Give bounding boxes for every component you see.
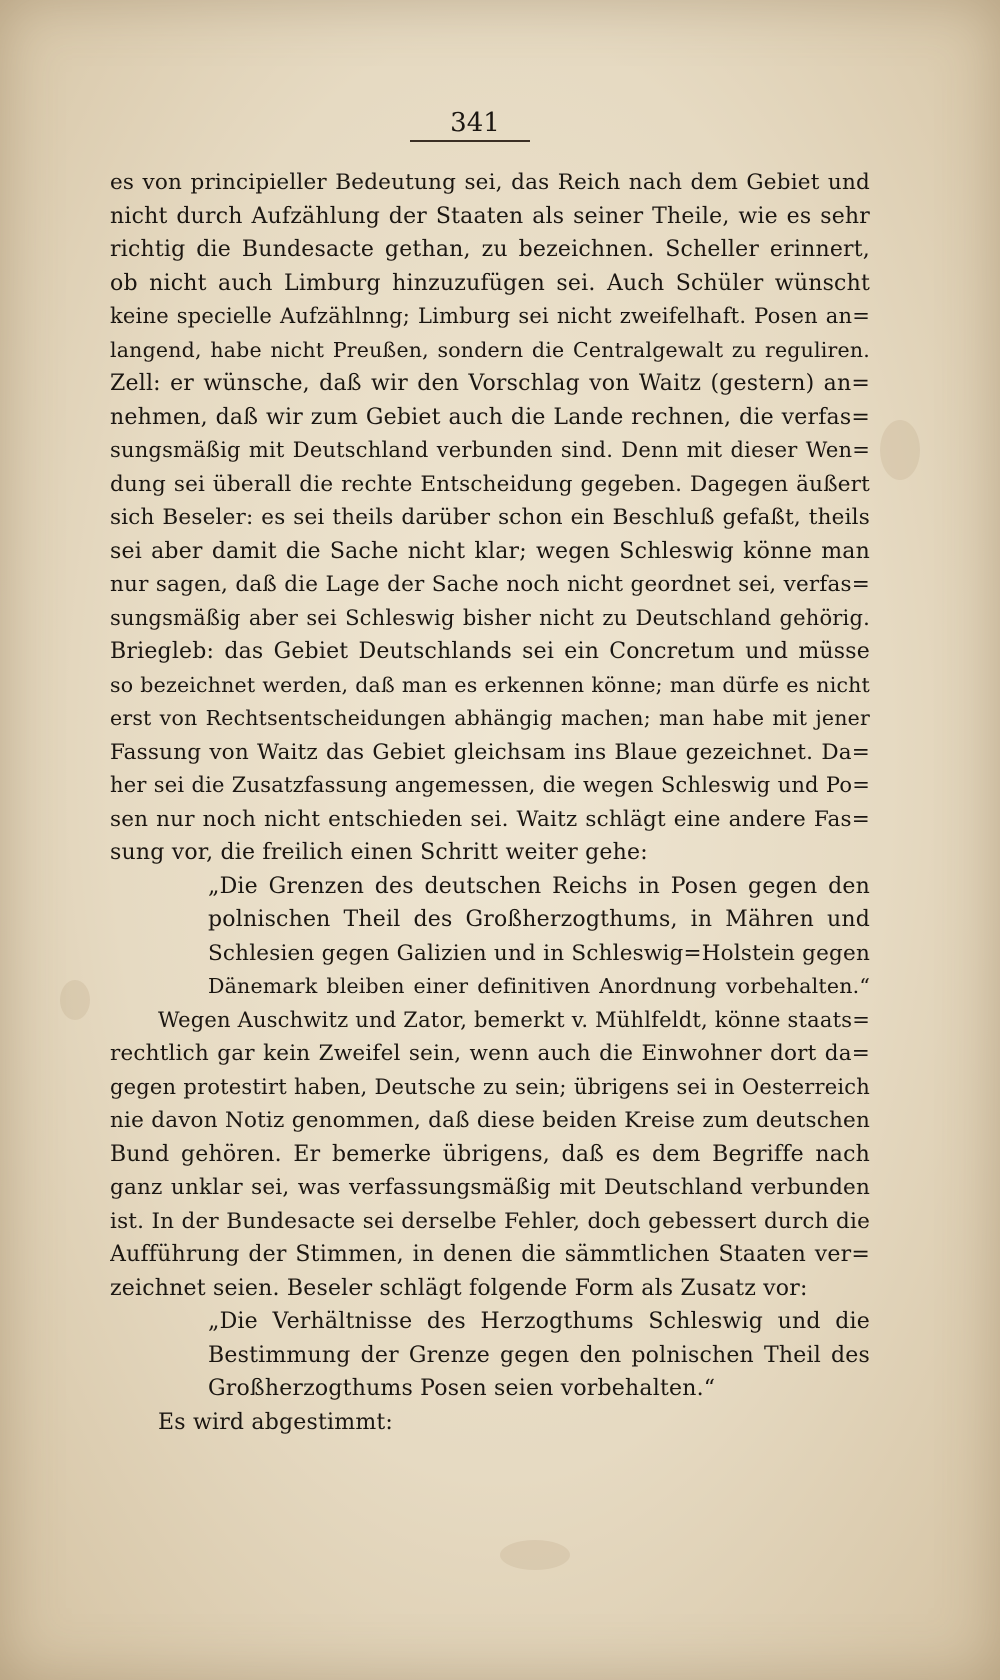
text-line: ist. In der Bundesacte sei derselbe Fehler, doch gebessert durch die <box>110 1208 870 1234</box>
text-line: zeichnet seien. Beseler schlägt folgende Form als Zusatz vor: <box>110 1275 808 1301</box>
text-line: nie davon Notiz genommen, daß diese beiden Kreise zum deutschen <box>110 1108 870 1133</box>
text-line: nehmen, daß wir zum Gebiet auch die Lande rechnen, die verfas= <box>110 404 870 430</box>
text-line: Wegen Auschwitz und Zator, bemerkt v. Mühlfeldt, könne staats= <box>158 1007 870 1032</box>
block-quote-2 <box>110 1305 870 1406</box>
text-line: sungsmäßig aber sei Schleswig bisher nicht zu Deutschland gehörig. <box>110 605 870 630</box>
paper-stain <box>880 420 920 480</box>
text-line: es von principieller Bedeutung sei, das Reich nach dem Gebiet und <box>110 170 870 195</box>
text-line: nicht durch Aufzählung der Staaten als seiner Theile, wie es sehr <box>110 203 870 229</box>
text-line: Zell: er wünsche, daß wir den Vorschlag von Waitz (gestern) an= <box>110 371 870 396</box>
text-line: Bund gehören. Er bemerke übrigens, daß es dem Begriffe nach <box>110 1141 870 1167</box>
text-line: Aufführung der Stimmen, in denen die sämmtlichen Staaten ver= <box>110 1242 870 1267</box>
quote-line: Schlesien gegen Galizien und in Schleswig=Holstein gegen <box>208 940 870 966</box>
text-line: richtig die Bundesacte gethan, zu bezeichnen. Scheller erinnert, <box>110 237 870 262</box>
quote-line: Bestimmung der Grenze gegen den polnischen Theil des <box>208 1342 870 1368</box>
quote-line: Großherzogthums Posen seien vorbehalten.“ <box>208 1376 716 1401</box>
block-quote-1 <box>110 870 870 1004</box>
paragraph-1 <box>110 166 870 870</box>
text-line: sich Beseler: es sei theils darüber schon ein Beschluß gefaßt, theils <box>110 505 870 530</box>
text-line: keine specielle Aufzählnng; Limburg sei nicht zweifelhaft. Posen an= <box>110 304 870 328</box>
text-line: Briegleb: das Gebiet Deutschlands sei ein Concretum und müsse <box>110 639 870 664</box>
quote-line: polnischen Theil des Großherzogthums, in Mähren und <box>208 907 870 932</box>
body-text <box>110 166 870 1439</box>
text-line: sung vor, die freilich einen Schritt weiter gehe: <box>110 840 648 865</box>
paper-stain <box>60 980 90 1020</box>
paragraph-2 <box>110 1004 870 1306</box>
header-rule <box>410 140 530 142</box>
text-line: langend, habe nicht Preußen, sondern die Centralgewalt zu reguliren. <box>110 337 870 362</box>
paper-stain <box>500 1540 570 1570</box>
text-line: erst von Rechtsentscheidungen abhängig machen; man habe mit jener <box>110 706 870 730</box>
text-line: ob nicht auch Limburg hinzuzufügen sei. Auch Schüler wünscht <box>110 270 870 296</box>
text-line: sei aber damit die Sache nicht klar; wegen Schleswig könne man <box>110 538 870 564</box>
text-line: dung sei überall die rechte Entscheidung gegeben. Dagegen äußert <box>110 471 870 497</box>
quote-line: „Die Grenzen des deutschen Reichs in Posen gegen den <box>208 873 870 899</box>
text-line: ganz unklar sei, was verfassungsmäßig mit Deutschland verbunden <box>110 1175 870 1200</box>
page-number: 341 <box>450 108 500 138</box>
text-line: rechtlich gar kein Zweifel sein, wenn auch die Einwohner dort da= <box>110 1041 870 1066</box>
closing-line: Es wird abgestimmt: <box>158 1409 394 1435</box>
text-line: so bezeichnet werden, daß man es erkennen könne; man dürfe es nicht <box>110 672 870 697</box>
text-line: her sei die Zusatzfassung angemessen, die wegen Schleswig und Po= <box>110 773 870 797</box>
text-line: nur sagen, daß die Lage der Sache noch nicht geordnet sei, verfas= <box>110 572 870 597</box>
text-line: sungsmäßig mit Deutschland verbunden sind. Denn mit dieser Wen= <box>110 438 870 462</box>
text-line: Fassung von Waitz das Gebiet gleichsam ins Blaue gezeichnet. Da= <box>110 739 870 765</box>
quote-line: Dänemark bleiben einer definitiven Anordnung vorbehalten.“ <box>208 974 870 998</box>
text-line: gegen protestirt haben, Deutsche zu sein; übrigens sei in Oesterreich <box>110 1074 870 1099</box>
quote-line: „Die Verhältnisse des Herzogthums Schleswig und die <box>208 1309 870 1334</box>
text-line: sen nur noch nicht entschieden sei. Waitz schlägt eine andere Fas= <box>110 806 870 832</box>
